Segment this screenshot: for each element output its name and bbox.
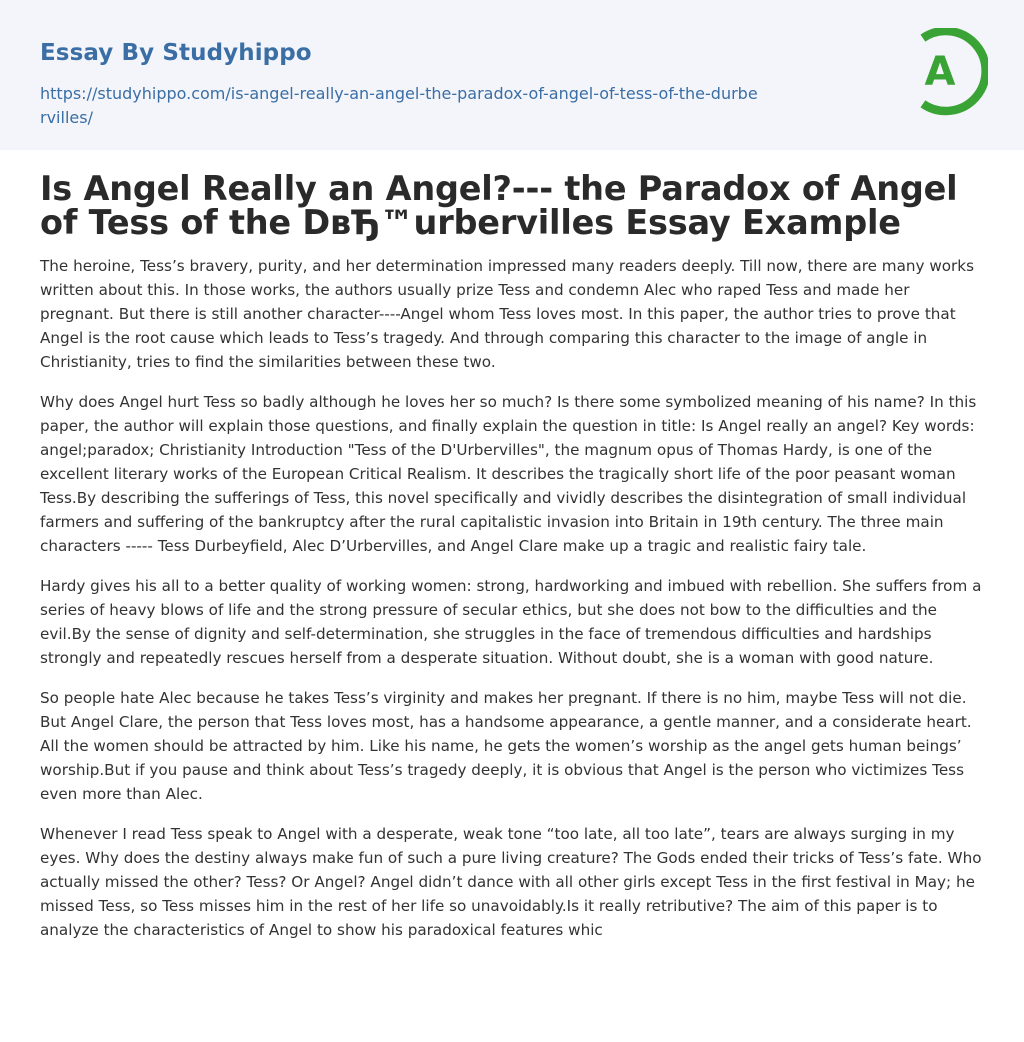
paragraph-5: Whenever I read Tess speak to Angel with a desperate, weak tone “too late, all too late”, tears are always surging in my eyes. Why does the destiny always make fun of such a pure living creature? The Gods ended their tricks of Tess’s fate. Who actually missed the other? Tess? Or Angel? Angel didn’t dance with all other girls except Tess in the first festival in May; he missed Tess, so Tess misses him in the rest of her life so unavoidably.Is it really retributive? The aim of this paper is to analyze the characteristics of Angel to show his paradoxical features whic [40, 825, 982, 939]
logo-letter: A [924, 49, 956, 95]
paragraph-4: So people hate Alec because he takes Tess’s virginity and makes her pregnant. If there is no him, maybe Tess will not die. But Angel Clare, the person that Tess loves most, has a handsome appearance, a gentle manner, and a considerate heart. All the women should be attracted by him. Like his name, he gets the women’s worship as the angel gets human beings’ worship.But if you pause and think about Tess’s tragedy deeply, it is obvious that Angel is the person who victimizes Tess even more than Alec. [40, 689, 972, 803]
paragraph-2: Why does Angel hurt Tess so badly although he loves her so much? Is there some symbolized meaning of his name? In this paper, the author will explain those questions, and finally explain the question in title: Is Angel really an angel? Key words: angel;paradox; Christianity Introduction "Tess of the D'Urbervilles", the magnum opus of Thomas Hardy, is one of the excellent literary works of the European Critical Realism. It describes the tragically short life of the poor peasant woman Tess.By describing the sufferings of Tess, this novel specifically and vividly describes the disintegration of small individual farmers and suffering of the bankruptcy after the rural capitalistic invasion into Britain in 19th century. The three main characters ----- Tess Durbeyfield, Alec D’Urbervilles, and Angel Clare make up a tragic and realistic fairy tale. [40, 393, 977, 555]
paragraph-1: The heroine, Tess’s bravery, purity, and her determination impressed many readers deeply. Till now, there are many works written about this. In those works, the authors usually prize Tess and condemn Alec who raped Tess and made her pregnant. But there is still another character----Angel whom Tess loves most. In this paper, the author tries to prove that Angel is the root cause which leads to Tess’s tragedy. And through comparing this character to the image of angle in Christianity, tries to find the similarities between these two. [40, 257, 975, 371]
source-url-link[interactable]: https://studyhippo.com/is-angel-really-an-angel-the-paradox-of-angel-of-tess-of-the-durbervilles/ [40, 84, 758, 127]
essay-title: Is Angel Really an Angel?--- the Paradox of Angel of Tess of the DвЂ™urbervilles Essay Example [40, 169, 958, 242]
site-header [0, 0, 1024, 150]
studyhippo-logo-icon[interactable] [910, 28, 988, 116]
brand-title: Essay By Studyhippo [40, 40, 312, 66]
article [0, 169, 1024, 942]
paragraph-3: Hardy gives his all to a better quality of working women: strong, hardworking and imbued with rebellion. She suffers from a series of heavy blows of life and the strong pressure of secular ethics, but she does not bow to the difficulties and the evil.By the sense of dignity and self-determination, she struggles in the face of tremendous difficulties and hardships strongly and repeatedly rescues herself from a desperate situation. Without doubt, she is a woman with good nature. [40, 577, 982, 667]
